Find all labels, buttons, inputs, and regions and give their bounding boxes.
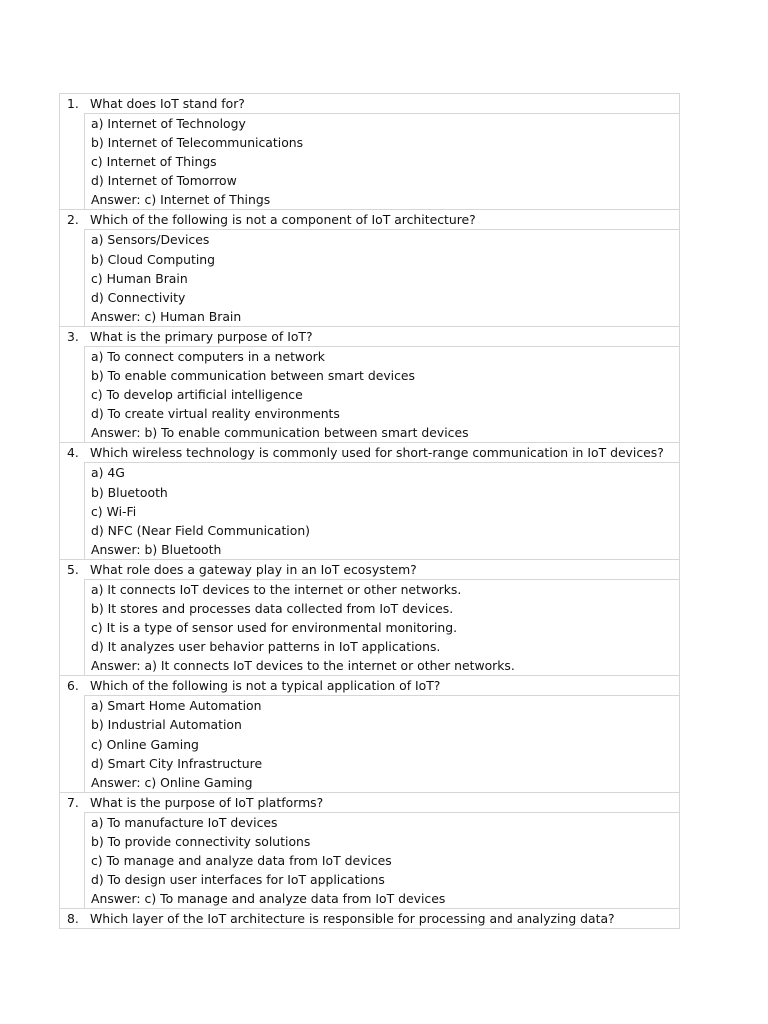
option-c: c) Human Brain xyxy=(91,270,188,286)
question-number: 1. xyxy=(67,96,79,111)
question-number: 4. xyxy=(67,445,79,461)
options-list xyxy=(84,346,679,442)
option-b: b) It stores and processes data collected from IoT devices. xyxy=(91,600,454,616)
option-d: d) Internet of Tomorrow xyxy=(91,173,237,189)
question-text: What role does a gateway play in an IoT ecosystem? xyxy=(90,561,417,577)
question-number: 5. xyxy=(67,561,79,577)
question-header xyxy=(60,327,679,346)
option-b: b) To provide connectivity solutions xyxy=(91,833,311,849)
option-b: b) Bluetooth xyxy=(91,484,168,500)
options-list xyxy=(84,113,679,209)
options-list xyxy=(84,462,679,558)
option-b: b) Cloud Computing xyxy=(91,251,216,267)
question-text: Which wireless technology is commonly used for short-range communication in IoT devices? xyxy=(90,445,664,461)
options-list xyxy=(84,579,679,675)
option-a: a) Smart Home Automation xyxy=(91,698,262,714)
option-a: a) 4G xyxy=(91,465,125,481)
answer-line: Answer: c) Human Brain xyxy=(91,308,242,324)
option-c: c) Internet of Things xyxy=(91,154,217,170)
option-c: c) Online Gaming xyxy=(91,736,199,752)
option-c: c) To develop artificial intelligence xyxy=(91,387,303,403)
question-number: 8. xyxy=(67,911,79,927)
answer-line: Answer: a) It connects IoT devices to the internet or other networks. xyxy=(91,658,515,674)
question-number: 6. xyxy=(67,678,79,694)
quiz-document xyxy=(59,93,680,929)
option-a: a) To manufacture IoT devices xyxy=(91,814,278,830)
question-block xyxy=(59,908,680,929)
question-text: Which of the following is not a component of IoT architecture? xyxy=(90,212,476,228)
option-c: c) It is a type of sensor used for environmental monitoring. xyxy=(91,620,458,636)
question-block xyxy=(59,792,680,908)
option-a: a) To connect computers in a network xyxy=(91,348,325,364)
option-d: d) To design user interfaces for IoT applications xyxy=(91,872,385,888)
option-d: d) Connectivity xyxy=(91,289,186,305)
option-a: a) Sensors/Devices xyxy=(91,232,210,248)
question-text: What does IoT stand for? xyxy=(90,96,245,111)
answer-line: Answer: b) To enable communication between smart devices xyxy=(91,425,469,441)
question-text: Which layer of the IoT architecture is responsible for processing and analyzing data? xyxy=(90,911,615,927)
options-list xyxy=(84,812,679,908)
question-header xyxy=(60,560,679,579)
question-number: 2. xyxy=(67,212,79,228)
question-header xyxy=(60,443,679,462)
question-block xyxy=(59,442,680,558)
option-a: a) It connects IoT devices to the internet or other networks. xyxy=(91,581,462,597)
options-list xyxy=(84,229,679,325)
options-list xyxy=(84,695,679,791)
question-number: 7. xyxy=(67,794,79,810)
question-block xyxy=(59,326,680,442)
option-c: c) To manage and analyze data from IoT devices xyxy=(91,853,392,868)
question-text: Which of the following is not a typical application of IoT? xyxy=(90,678,441,694)
question-text: What is the purpose of IoT platforms? xyxy=(90,794,324,810)
option-d: d) It analyzes user behavior patterns in IoT applications. xyxy=(91,639,441,655)
question-text: What is the primary purpose of IoT? xyxy=(90,328,313,344)
question-header xyxy=(60,676,679,695)
answer-line: Answer: c) To manage and analyze data from IoT devices xyxy=(91,891,446,907)
question-block xyxy=(59,209,680,325)
option-c: c) Wi-Fi xyxy=(91,503,137,519)
question-header xyxy=(60,210,679,229)
question-header xyxy=(60,94,679,113)
option-d: d) Smart City Infrastructure xyxy=(91,755,263,771)
option-a: a) Internet of Technology xyxy=(91,116,246,131)
question-header xyxy=(60,909,679,928)
question-block xyxy=(59,559,680,675)
answer-line: Answer: c) Online Gaming xyxy=(91,774,253,790)
answer-line: Answer: b) Bluetooth xyxy=(91,541,222,557)
question-block xyxy=(59,675,680,791)
option-b: b) Industrial Automation xyxy=(91,717,242,733)
question-header xyxy=(60,793,679,812)
answer-line: Answer: c) Internet of Things xyxy=(91,192,271,208)
option-d: d) NFC (Near Field Communication) xyxy=(91,522,311,538)
option-b: b) To enable communication between smart devices xyxy=(91,368,416,384)
question-block xyxy=(59,93,680,209)
option-b: b) Internet of Telecommunications xyxy=(91,135,304,151)
question-number: 3. xyxy=(67,328,79,344)
option-d: d) To create virtual reality environments xyxy=(91,406,340,422)
